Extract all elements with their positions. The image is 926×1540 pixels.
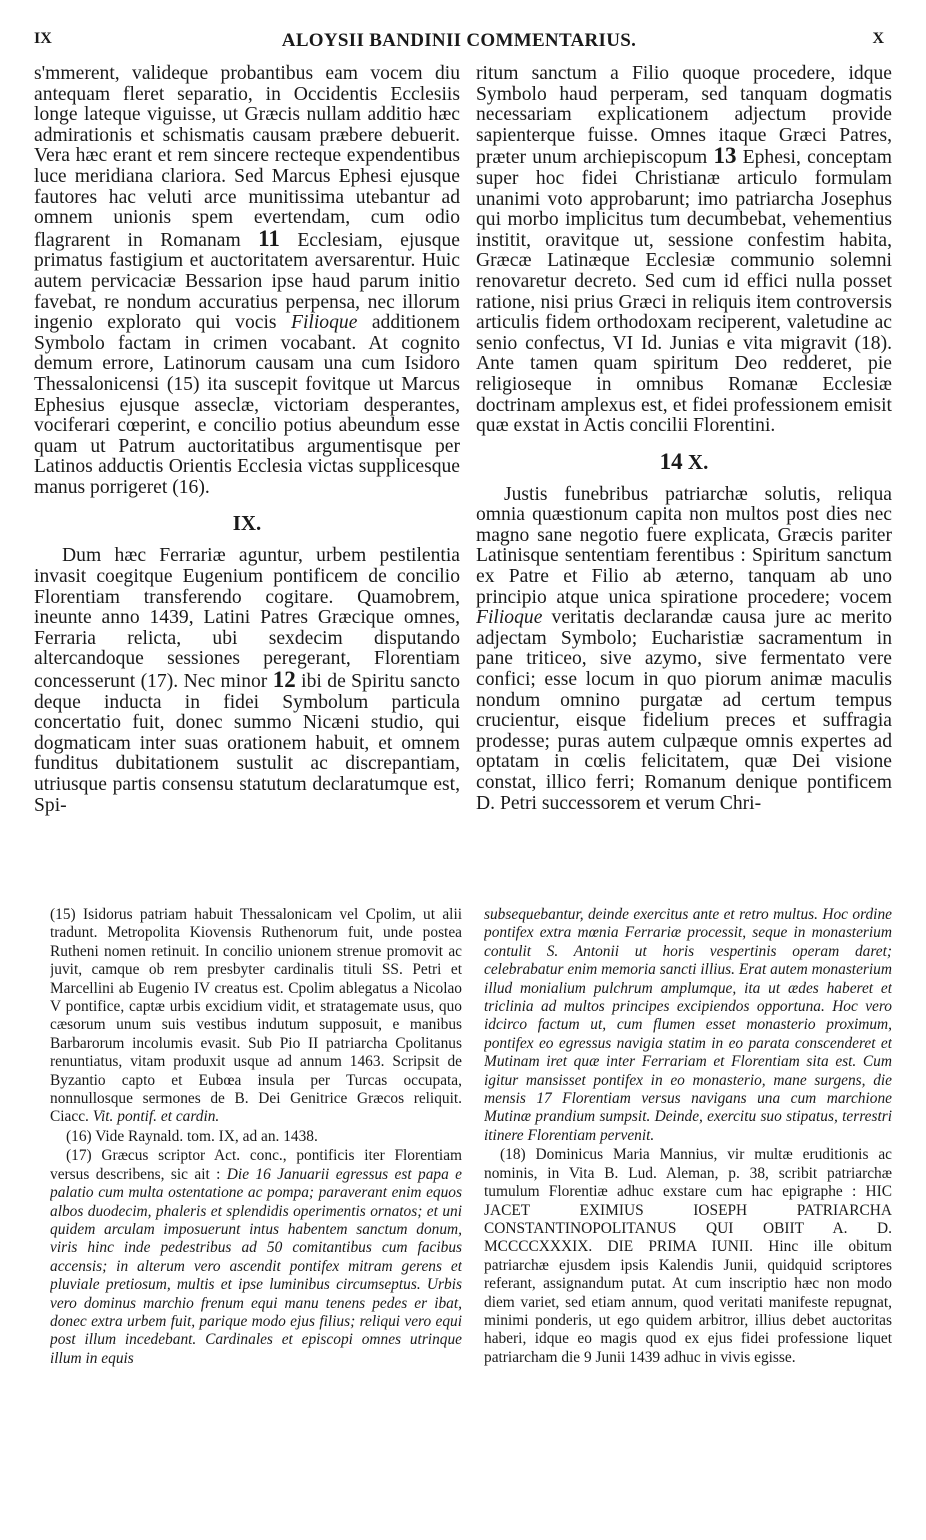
left-text-column — [34, 64, 460, 894]
text-run: ritum sanctum a Filio quoque procedere, idque Symbolo haud perperam, sed tanquam dogmatis necessariam explicationem adjectum provide sapienterque fuisse. Omnes itaque Græci Patres, præter unum archiepiscopum — [476, 64, 892, 169]
text-run: additionem Symbolo factam in crimen vocabant. At cognito demum errore, Latinorum causam una cum Isidoro Thessalonicensi (15) ita suscepit fovitque ut Marcus Ephesius ejusque asseclæ, victoriam desperantes, vociferari cœperint, e concilio potius abeundum esse quam ut Patrum auctoritatibus argumentisque per Latinos adductis Orientis Ecclesia victas supplicesque manus porrigeret (16). — [34, 312, 460, 498]
footnote-15-citation: Vit. pontif. et cardin. — [92, 1108, 220, 1126]
page-header — [34, 30, 884, 56]
right-paragraph-2 — [476, 485, 892, 815]
left-paragraph-2 — [34, 546, 460, 816]
text-run: (15) Isidorus patriam habuit Thessalonicam vel Cpolim, ut alii tradunt. Metropolita Kiovensis Ruthenorum fuit, unde postea Rutheni nomen retinuit. In concilio unionem strenue promovit ac juvit, camque ob rem presbyter cardinalis tituli SS. Petri et Marcellini ab Eugenio IV creatus est. Cpolim ablegatus a Nicolao V pontifice, captæ urbis excidium vidit, et stratagemate usus, quo cæsorum unum suis vestibus indutum supposuit, e manibus Barbarorum incolumis evasit. Sub Pio II patriarcha Cpolitanus renuntiatus, vitam produxit usque ad annum 1463. Scripsit de Byzantio capto et Eubœa insula per Turcas occupata, nonnullosque sermones de B. Dei Genitrice Græcos reliquit. Ciacc. — [50, 906, 462, 1126]
page-number-right: X — [872, 30, 884, 47]
section-x-label: X. — [687, 449, 709, 474]
footnotes-right-column — [484, 906, 892, 1466]
running-title: ALOYSII BANDINII COMMENTARIUS. — [281, 30, 637, 51]
text-run: veritatis declarandæ causa jure ac merito adjectam Symbolo; Eucharistiæ sacramentum in pane triticeo, sive azymo, sive fermentato vere confici; esse locum in quo piorum animæ maculis nondum omnino purgatæ ad certum tempus crucientur, eisque fidelium preces et suffragia prodesse; puras autem culpæque omnis expertes ad optatam in cœlis felicitatem, quæ Dei visione constat, illico ferri; Romanum denique pontificem D. Petri successorem et verum Chri- — [476, 607, 892, 814]
text-run: Dum hæc Ferrariæ aguntur, urbem pestilentia invasit coegitque Eugenium pontificem de concilio Florentiam transferendo cogitare. Quamobrem, ineunte anno 1439, Latini Patres Græcique omnes, Ferraria relicta, ubi sexdecim disputando altercandoque sessiones peregerant, Florentiam concesserunt (17). Nec minor — [34, 545, 460, 693]
filioque-italic: Filioque — [291, 312, 358, 334]
left-paragraph-1 — [34, 64, 460, 498]
footnote-15 — [50, 906, 462, 1127]
text-run: ibi de Spiritu sancto deque inducta in fidei Symbolum particula concertatio fuit, donec summo Nicæni studio, qui dogmaticam inter suas orationem habuit, et omnem funditus dubitationem sustulit ac discrepantiam, utriusque partis consensu statutum declaratumque est, Spi- — [34, 671, 460, 816]
section-heading-ix: IX. — [232, 511, 262, 536]
footnotes-left-column — [50, 906, 462, 1506]
margin-number-13: 13 — [713, 143, 737, 169]
filioque-italic: Filioque — [476, 607, 543, 629]
right-text-column — [476, 64, 892, 894]
footnote-17-quote: Die 16 Januarii egressus est papa e palatio cum multa ostentatione ac pompa; paraverant enim equos albos duodecim, phaleris et splendidis operimentis ornatos; et uni quidem arculam imposuerunt intus habentem sanctum donum, viris hinc inde pedestribus ad 50 comitantibus cum facibus accensis; in alterum vero ascendit pontifex mitram gerens et pluviale pretiosum, multis et ipse luminibus circumseptus. Urbis vero dominus marchio frenum equi manu tenens pedes er ibat, donec extra urbem fuit, parique modo ejus filius; reliqui vero equi post illum incedebant. Cardinales et episcopi omnes utrinque illum in equis — [50, 1165, 462, 1367]
text-run: Ephesi, conceptam super hoc fidei Christianæ articulo formulam unanimi voto approbarunt; imo patriarcha Josephus qui morbo implicitus tum decumbebat, vehementius institit, oravitque ut, sessione confestim habita, Græcæ Latinæque Ecclesiæ communio solemni renovaretur decreto. Sed cum id effici nulla posset ratione, nisi prius Græci in reliquis item controversis articulis fidem orthodoxam reciperent, valetudine ac senio confectus, VI Id. Junias e vita migravit (18). Ante tamen quam spiritum Deo redderet, pie religioseque in omnibus Romanæ Ecclesiæ doctrinam amplexus est, et fidei professionem emisit quæ exstat in Actis concilii Florentini. — [476, 147, 892, 437]
margin-number-11: 11 — [258, 225, 280, 251]
margin-number-14: 14 — [659, 448, 683, 474]
text-run: Ecclesiam, ejusque primatus fastigium et auctoritatem aversarentur. Huic autem pervicaciæ Bessarion ipse haud parum initio favebat, re nondum accuratius perpensa, nec illorum ingenio explorato qui vocis — [34, 229, 460, 334]
footnote-17 — [50, 1147, 462, 1368]
footnote-18: (18) Dominicus Maria Mannius, vir multæ eruditionis ac nominis, in Vita B. Lud. Aleman, p. 38, scribit patriarchæ tumulum Florentiæ adhuc exstare cum hac epigraphe : HIC JACET EXIMIUS IOSEPH PATRIARCHA CONSTANTINOPOLITANUS QUI OBIIT A. D. MCCCCXXXIX. DIE PRIMA IUNII. Hinc ille obitum patriarchæ ejusdem ipsis Kalendis Junii, quidquid scriptores referant, assignandum putat. At cum inscriptio hæc non modo diem variet, sed etiam annum, quod veritati manifeste repugnat, minimi ponderis, ut ego quidem arbitror, illius debet auctoritas haberi, idque eo magis quod ex ejus fidei professione liquet patriarcham die 9 Junii 1439 adhuc in vivis egisse. — [484, 1146, 892, 1366]
text-run: Justis funebribus patriarchæ solutis, reliqua omnia quæstionum capita non multos post dies nec magno sane negotio fuere explicata, Græcis pariter Latinisque sententiam ferentibus : Spiritum sanctum ex Patre et Filio ab æterno, tanquam ab uno principio atque unica spiratione procedere; vocem — [476, 483, 892, 608]
page-number-left: IX — [34, 30, 52, 47]
footnote-16: (16) Vide Raynald. tom. IX, ad an. 1438. — [66, 1127, 318, 1145]
footnote-17-continued: subsequebantur, deinde exercitus ante et retro multus. Hoc ordine pontifex extra mœnia Ferrariæ processit, seque in monasterium contulit S. Antonii ut horis vespertinis operam daret; celebrabatur enim memoria sancti illius. Erat autem monasterium illud monialium pulchrum amplumque, ita ut ædes haberet et triclinia ad multos principes excipiendos opportuna. Hoc vero idcirco factum ut, cum flumen esset monasterio proximum, pontifex eo egressus navigia statim in eo parata conscenderet et Mutinam iret quæ inter Ferrariam et Florentiam sita est. Cum igitur mansisset pontifex in eo monasterio, mane surgens, die mensis 17 Florentiam versus navigans una cum marchione Mutinæ prandium sumpsit. Deinde, exercitu suo stipatus, terrestri itinere Florentiam pervenit. — [484, 906, 892, 1144]
text-run: s'mmerent, valideque probantibus eam vocem diu antequam fleret separatio, in Occidentis Ecclesiis longe lateque viguisse, ut Græcis nullam additio hæc admirationis et schismatis causam præbere debuerit. Vera hæc erant et rem sincere recteque expendentibus luce meridiana clariora. Sed Marcus Ephesi ejusque fautores hac veluti arce munitissima utebantur ad omnem unionis spem evertendam, cum odio flagrarent in Romanam — [34, 64, 460, 251]
text-run: (17) Græcus scriptor Act. conc., pontificis iter Florentiam versus describens, sic ait : — [50, 1147, 462, 1183]
section-heading-x — [476, 449, 892, 475]
margin-number-12: 12 — [272, 667, 296, 693]
right-paragraph-1 — [476, 64, 892, 437]
